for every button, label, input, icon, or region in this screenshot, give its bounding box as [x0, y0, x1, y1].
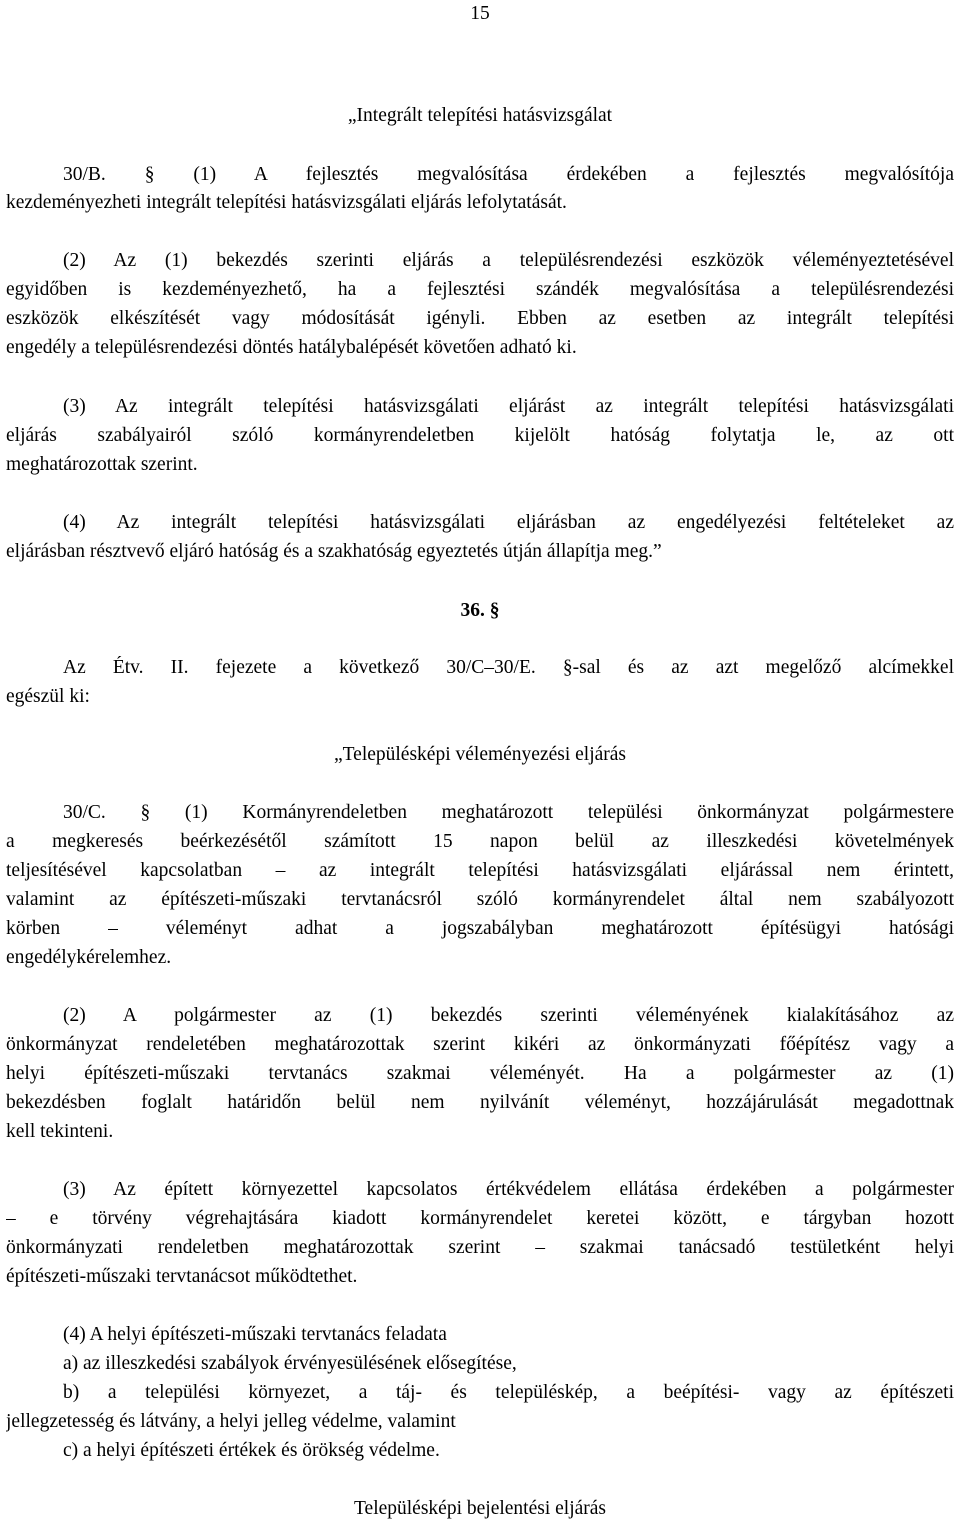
paragraph-line: jellegzetesség és látvány, a helyi jelleg védelme, valamint	[6, 1411, 456, 1432]
paragraph-line: kell tekinteni.	[6, 1121, 114, 1142]
heading-townscape-opinion: „Településképi véleményezési eljárás	[333, 744, 627, 765]
paragraph-line: önkormányzat rendeletében meghatározottak szerint kikéri az önkormányzati főépítész vagy a	[6, 1034, 954, 1055]
paragraph-line: egészül ki:	[6, 686, 90, 707]
paragraph-line: Az Étv. II. fejezete a következő 30/C–30/E. §-sal és az azt megelőző alcímekkel	[63, 657, 954, 678]
list-item: b) a települési környezet, a táj- és településkép, a beépítési- vagy az építészeti	[63, 1382, 954, 1403]
paragraph-line: (4) Az integrált telepítési hatásvizsgálati eljárásban az engedélyezési feltételeket az	[63, 512, 954, 533]
paragraph-line: engedélykérelemhez.	[6, 947, 172, 968]
paragraph-line: eljárásban résztvevő eljáró hatóság és a szakhatóság egyeztetés útján állapítja meg.”	[6, 541, 662, 562]
paragraph-line: (3) Az integrált telepítési hatásvizsgálati eljárást az integrált telepítési hatásvizsgálati	[63, 396, 954, 417]
heading-townscape-notification: Településképi bejelentési eljárás	[353, 1498, 607, 1519]
paragraph-line: (2) A polgármester az (1) bekezdés szerinti véleményének kialakításához az	[63, 1005, 954, 1026]
paragraph-line: körben – véleményt adhat a jogszabályban meghatározott építésügyi hatósági	[6, 918, 954, 939]
paragraph-line: eljárás szabályairól szóló kormányrendeletben kijelölt hatóság folytatja le, az ott	[6, 425, 954, 446]
section-title-36: 36. §	[460, 600, 500, 621]
paragraph-line: meghatározottak szerint.	[6, 454, 198, 475]
paragraph-line: bekezdésben foglalt határidőn belül nem nyilvánít véleményt, hozzájárulását megadottnak	[6, 1092, 954, 1113]
paragraph-line: 30/C. § (1) Kormányrendeletben meghatározott települési önkormányzat polgármestere	[63, 802, 954, 823]
heading-integrated-assessment: „Integrált telepítési hatásvizsgálat	[347, 105, 613, 126]
paragraph-line: önkormányzati rendeletben meghatározottak szerint – szakmai tanácsadó testületként helyi	[6, 1237, 954, 1258]
paragraph-line: helyi építészeti-műszaki tervtanács szakmai véleményét. Ha a polgármester az (1)	[6, 1063, 954, 1084]
paragraph-line: valamint az építészeti-műszaki tervtanácsról szóló kormányrendelet által nem szabályozott	[6, 889, 954, 910]
paragraph-line: egyidőben is kezdeményezhető, ha a fejlesztési szándék megvalósítása a településrendezési	[6, 279, 954, 300]
paragraph-line: építészeti-műszaki tervtanácsot működtethet.	[6, 1266, 358, 1287]
paragraph-line: – e törvény végrehajtására kiadott kormányrendelet keretei között, e tárgyban hozott	[6, 1208, 954, 1229]
list-item: a) az illeszkedési szabályok érvényesülésének elősegítése,	[63, 1353, 517, 1374]
list-item: c) a helyi építészeti értékek és örökség védelme.	[63, 1440, 440, 1461]
paragraph-line: 30/B. § (1) A fejlesztés megvalósítása érdekében a fejlesztés megvalósítója	[63, 164, 954, 185]
paragraph-line: (4) A helyi építészeti-műszaki tervtanács feladata	[63, 1324, 447, 1345]
paragraph-line: engedély a településrendezési döntés hatálybalépését követően adható ki.	[6, 337, 577, 358]
paragraph-line: eszközök elkészítését vagy módosítását igényli. Ebben az esetben az integrált telepítési	[6, 308, 954, 329]
paragraph-line: teljesítésével kapcsolatban – az integrált telepítési hatásvizsgálati eljárással nem érintett,	[6, 860, 954, 881]
page-number: 15	[470, 3, 490, 24]
paragraph-line: (2) Az (1) bekezdés szerinti eljárás a településrendezési eszközök véleményeztetésével	[63, 250, 954, 271]
paragraph-line: (3) Az épített környezettel kapcsolatos értékvédelem ellátása érdekében a polgármester	[63, 1179, 954, 1200]
paragraph-line: a megkeresés beérkezésétől számított 15 napon belül az illeszkedési követelmények	[6, 831, 954, 852]
paragraph-line: kezdeményezheti integrált telepítési hatásvizsgálati eljárás lefolytatását.	[6, 192, 567, 213]
